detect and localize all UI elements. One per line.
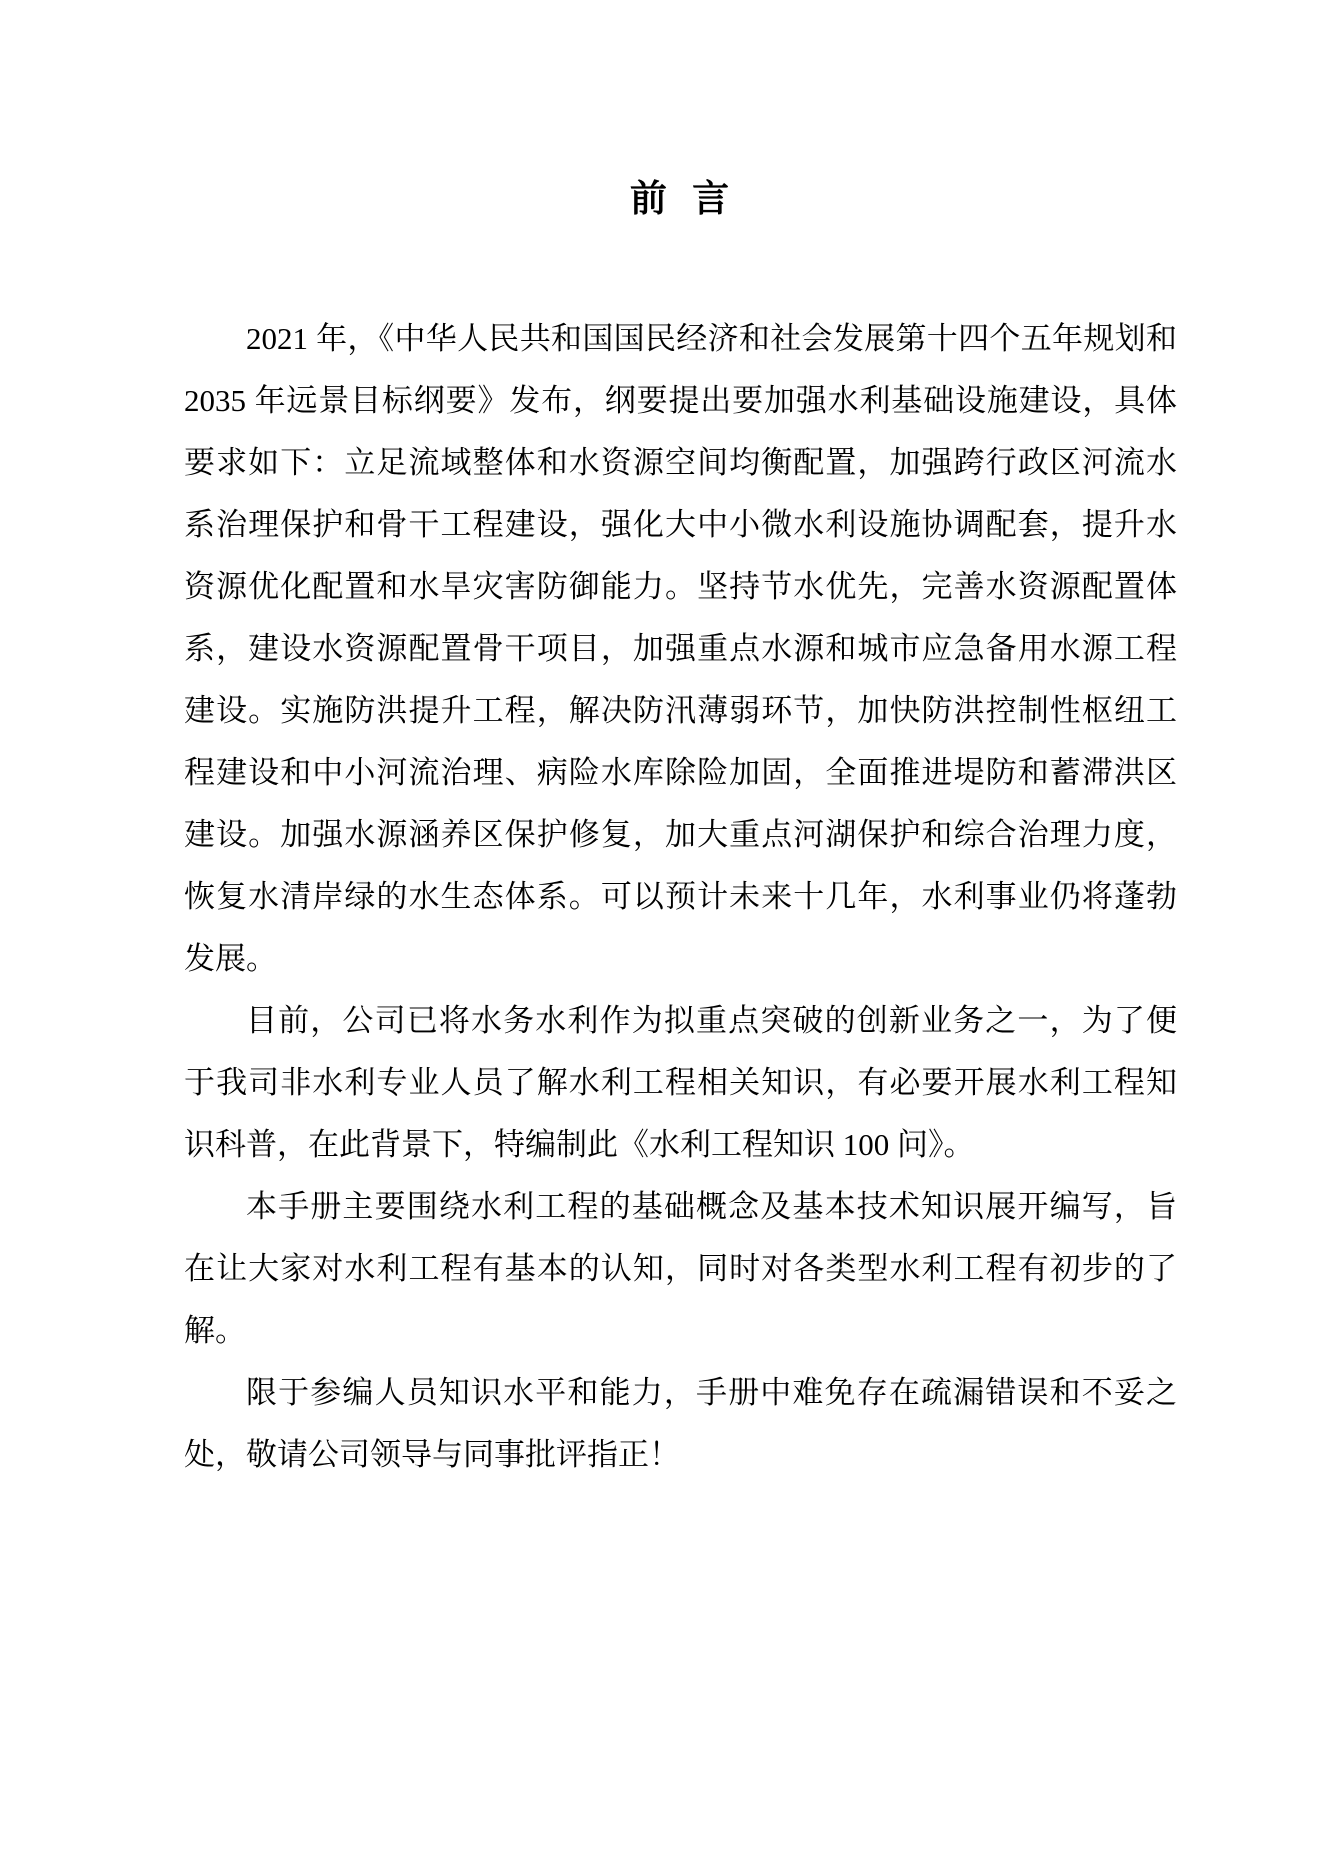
- preface-line: 程建设和中小河流治理、病险水库除险加固，全面推进堤防和蓄滞洪区: [184, 755, 1177, 790]
- preface-line: 恢复水清岸绿的水生态体系。可以预计未来十几年，水利事业仍将蓬勃: [184, 879, 1177, 914]
- preface-body: [184, 308, 1177, 1486]
- preface-line: 限于参编人员知识水平和能力，手册中难免存在疏漏错误和不妥之: [246, 1375, 1177, 1410]
- preface-line: 资源优化配置和水旱灾害防御能力。坚持节水优先，完善水资源配置体: [184, 569, 1177, 604]
- preface-line: 2021 年，《中华人民共和国国民经济和社会发展第十四个五年规划和: [246, 321, 1177, 356]
- paragraph-2: [184, 990, 1177, 1176]
- preface-line: 在让大家对水利工程有基本的认知，同时对各类型水利工程有初步的了: [184, 1251, 1177, 1286]
- preface-line: 系治理保护和骨干工程建设，强化大中小微水利设施协调配套，提升水: [184, 507, 1177, 542]
- paragraph-1: [184, 308, 1177, 990]
- preface-line: 处，敬请公司领导与同事批评指正！: [184, 1437, 680, 1472]
- preface-line: 建设。加强水源涵养区保护修复，加大重点河湖保护和综合治理力度，: [184, 817, 1177, 852]
- preface-line: 系，建设水资源配置骨干项目，加强重点水源和城市应急备用水源工程: [184, 631, 1177, 666]
- preface-line: 于我司非水利专业人员了解水利工程相关知识，有必要开展水利工程知: [184, 1065, 1177, 1100]
- preface-line: 目前，公司已将水务水利作为拟重点突破的创新业务之一，为了便: [246, 1003, 1177, 1038]
- page-title: 前 言: [629, 179, 732, 220]
- preface-line: 发展。: [184, 941, 277, 976]
- preface-line: 解。: [184, 1313, 246, 1348]
- preface-line: 要求如下：立足流域整体和水资源空间均衡配置，加强跨行政区河流水: [184, 445, 1177, 480]
- preface-line: 识科普，在此背景下，特编制此《水利工程知识 100 问》。: [184, 1127, 975, 1162]
- paragraph-3: [184, 1176, 1177, 1362]
- preface-line: 2035 年远景目标纲要》发布，纲要提出要加强水利基础设施建设，具体: [184, 383, 1177, 418]
- paragraph-4: [184, 1362, 1177, 1486]
- preface-line: 本手册主要围绕水利工程的基础概念及基本技术知识展开编写，旨: [246, 1189, 1177, 1224]
- preface-line: 建设。实施防洪提升工程，解决防汛薄弱环节，加快防洪控制性枢纽工: [184, 693, 1177, 728]
